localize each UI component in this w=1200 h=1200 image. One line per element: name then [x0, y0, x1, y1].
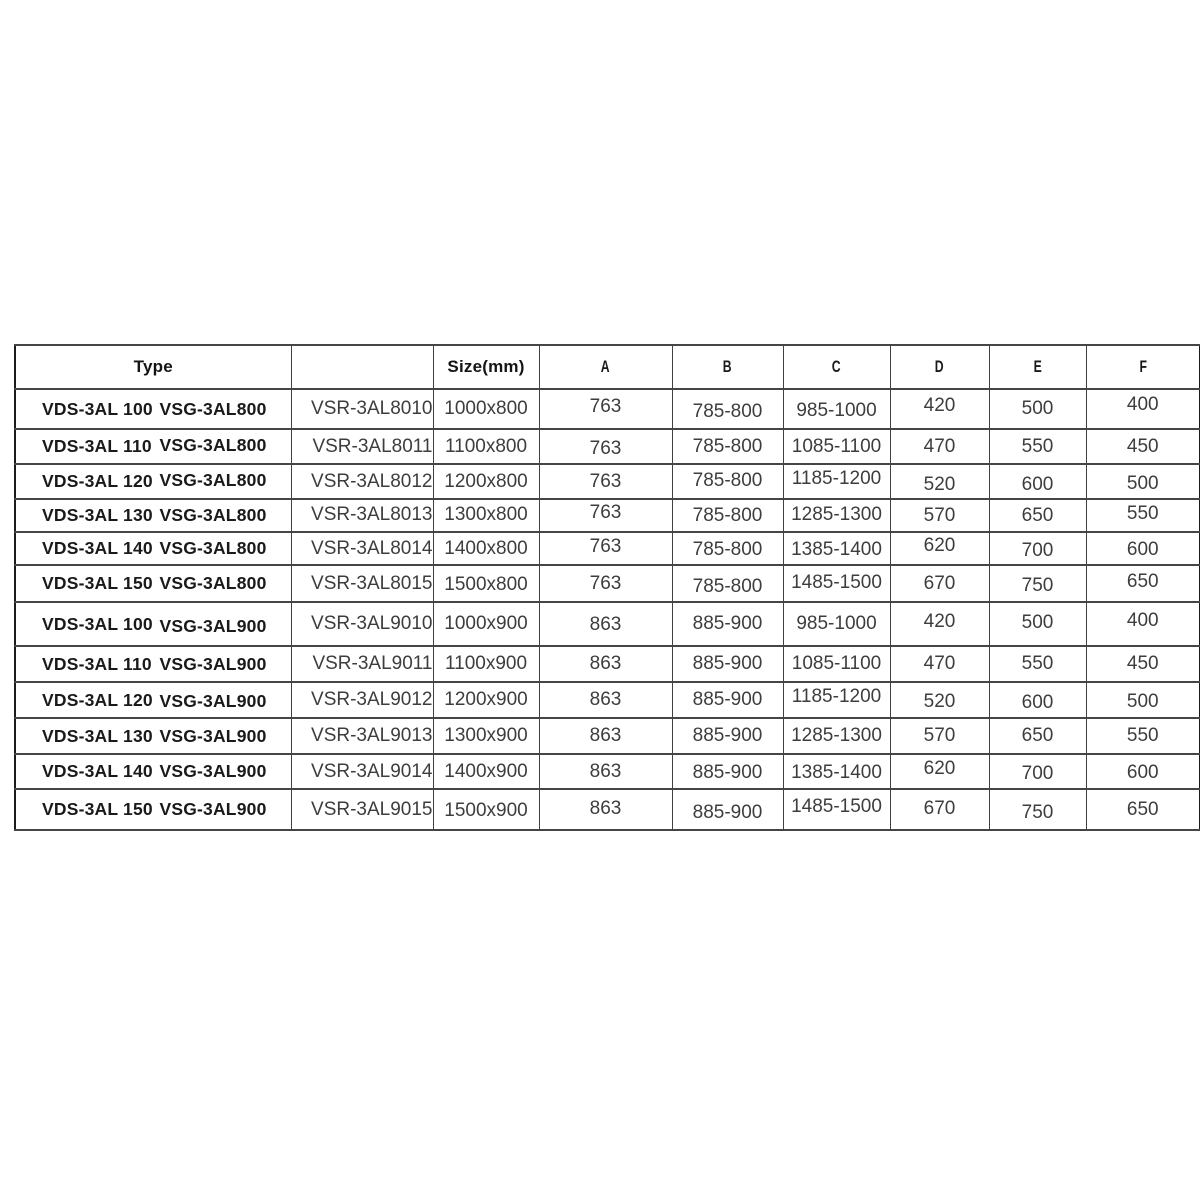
header-f-label: F: [1139, 357, 1147, 376]
header-a: [539, 345, 672, 389]
dim-c-cell: [783, 464, 890, 499]
size-value: 1300x900: [444, 725, 528, 746]
size-cell: [433, 646, 539, 682]
dim-f-value: 650: [1126, 798, 1159, 820]
dim-f-value: 500: [1126, 472, 1159, 494]
spec-table: [14, 344, 1200, 831]
code-cell: [291, 718, 433, 754]
dim-f-value: 450: [1126, 653, 1159, 674]
table-row: [15, 789, 1200, 830]
dim-e-cell: [989, 565, 1086, 602]
table-row: [15, 464, 1200, 499]
type-labels: [16, 690, 291, 711]
dim-c-cell: [783, 565, 890, 602]
dim-a-cell: [539, 429, 672, 464]
dim-f-value: 600: [1126, 538, 1159, 560]
header-size: Size(mm): [433, 345, 539, 389]
table-row: [15, 499, 1200, 532]
dim-e-value: 750: [1021, 801, 1054, 823]
dim-f-value: 650: [1126, 570, 1159, 592]
type-model-vds: VDS-3AL 140: [42, 538, 153, 558]
type-cell: [15, 499, 291, 532]
size-value: 1300x800: [444, 503, 528, 525]
size-cell: [433, 754, 539, 789]
code-value: VSR-3AL9013: [311, 725, 433, 746]
dim-d-value: 570: [923, 725, 956, 746]
dim-d-value: 620: [923, 534, 956, 556]
dim-f-cell: [1086, 532, 1200, 565]
dim-c-cell: [783, 718, 890, 754]
size-value: 1200x900: [444, 689, 528, 710]
type-model-vds: VDS-3AL 120: [42, 471, 153, 491]
code-value: VSR-3AL9011: [312, 653, 433, 674]
size-value: 1400x800: [444, 537, 528, 559]
dim-b-cell: [672, 646, 783, 682]
dim-c-cell: [783, 682, 890, 718]
size-value: 1500x900: [444, 799, 528, 821]
size-cell: [433, 464, 539, 499]
dim-d-value: 420: [923, 395, 956, 416]
code-value: VSR-3AL8014: [311, 537, 433, 559]
dim-f-cell: [1086, 464, 1200, 499]
dim-a-cell: [539, 646, 672, 682]
dim-d-value: 420: [923, 611, 956, 632]
type-cell: [15, 464, 291, 499]
dim-f-value: 550: [1126, 725, 1159, 746]
header-f: [1086, 345, 1200, 389]
dim-c-cell: [783, 646, 890, 682]
type-model-vds: VDS-3AL 150: [42, 799, 153, 819]
dim-a-value: 863: [589, 689, 622, 710]
dim-c-value: 1285-1300: [791, 503, 882, 525]
type-model-vds: VDS-3AL 130: [42, 505, 153, 525]
dim-b-cell: [672, 429, 783, 464]
type-labels: [16, 726, 291, 747]
code-value: VSR-3AL9014: [311, 760, 433, 782]
dim-d-cell: [890, 789, 989, 830]
code-cell: [291, 464, 433, 499]
dim-f-cell: [1086, 754, 1200, 789]
dim-a-cell: [539, 565, 672, 602]
type-labels: [16, 538, 291, 559]
header-d: [890, 345, 989, 389]
code-value: VSR-3AL8010: [311, 398, 433, 419]
size-value: 1100x900: [444, 653, 528, 674]
type-cell: [15, 646, 291, 682]
dim-f-cell: [1086, 789, 1200, 830]
type-labels: [16, 471, 291, 492]
dim-b-value: 885-900: [692, 653, 763, 674]
table-body: [15, 389, 1200, 830]
dim-e-value: 650: [1021, 504, 1054, 526]
type-model-vsg: VSG-3AL900: [159, 725, 267, 746]
type-model-vds: VDS-3AL 110: [42, 653, 152, 674]
dim-b-cell: [672, 754, 783, 789]
type-model-vsg: VSG-3AL900: [159, 615, 267, 636]
code-cell: [291, 602, 433, 646]
size-cell: [433, 682, 539, 718]
dim-b-value: 785-800: [692, 435, 763, 457]
dim-e-cell: [989, 389, 1086, 429]
code-cell: [291, 754, 433, 789]
header-code-empty: [291, 345, 433, 389]
header-row: [15, 345, 1200, 389]
type-model-vds: VDS-3AL 110: [42, 436, 152, 456]
dim-a-cell: [539, 718, 672, 754]
code-cell: [291, 565, 433, 602]
table-row: [15, 646, 1200, 682]
dim-e-cell: [989, 602, 1086, 646]
dim-a-value: 863: [589, 614, 622, 635]
dim-b-value: 785-800: [692, 401, 763, 422]
dim-f-value: 500: [1126, 691, 1159, 712]
dim-e-cell: [989, 464, 1086, 499]
dim-b-cell: [672, 464, 783, 499]
type-labels: [16, 573, 291, 594]
dim-c-cell: [783, 499, 890, 532]
table-row: [15, 389, 1200, 429]
type-model-vsg: VSG-3AL900: [159, 690, 267, 711]
type-model-vsg: VSG-3AL800: [159, 538, 267, 558]
dim-c-value: 1185-1200: [791, 467, 882, 489]
dim-c-value: 1085-1100: [791, 653, 882, 674]
dim-f-cell: [1086, 682, 1200, 718]
dim-e-cell: [989, 754, 1086, 789]
size-cell: [433, 429, 539, 464]
header-c-label: C: [832, 357, 841, 376]
type-labels: [16, 654, 291, 675]
dim-c-cell: [783, 602, 890, 646]
dim-e-cell: [989, 499, 1086, 532]
dim-c-cell: [783, 389, 890, 429]
dim-e-value: 550: [1021, 653, 1054, 674]
dim-e-value: 600: [1021, 692, 1054, 713]
type-model-vsg: VSG-3AL800: [159, 435, 267, 455]
dim-c-value: 1385-1400: [791, 538, 882, 560]
dim-d-cell: [890, 602, 989, 646]
dim-f-value: 550: [1126, 502, 1159, 524]
dim-b-value: 785-800: [692, 469, 763, 491]
type-model-vds: VDS-3AL 130: [42, 725, 153, 746]
dim-e-cell: [989, 682, 1086, 718]
table-row: [15, 429, 1200, 464]
header-c: [783, 345, 890, 389]
dim-e-value: 500: [1021, 398, 1054, 419]
type-labels: [16, 399, 291, 420]
dim-c-value: 1485-1500: [791, 795, 882, 817]
type-labels: [16, 761, 291, 782]
dim-c-cell: [783, 789, 890, 830]
dim-c-value: 1485-1500: [791, 571, 882, 593]
dim-d-value: 520: [923, 473, 956, 495]
dim-f-value: 600: [1126, 761, 1159, 783]
dim-f-cell: [1086, 429, 1200, 464]
dim-a-cell: [539, 789, 672, 830]
dim-f-cell: [1086, 565, 1200, 602]
dim-b-cell: [672, 565, 783, 602]
type-cell: [15, 389, 291, 429]
size-value: 1500x800: [444, 573, 528, 595]
dim-b-value: 885-900: [692, 725, 763, 746]
dim-c-cell: [783, 532, 890, 565]
code-cell: [291, 389, 433, 429]
dim-d-value: 470: [923, 435, 956, 457]
table-row: [15, 602, 1200, 646]
type-labels: [16, 436, 291, 457]
dim-b-value: 785-800: [692, 504, 763, 526]
size-value: 1100x800: [444, 435, 528, 457]
dim-d-cell: [890, 532, 989, 565]
header-d-label: D: [935, 357, 944, 376]
dim-a-value: 863: [589, 760, 622, 782]
type-model-vsg: VSG-3AL900: [159, 653, 267, 674]
dim-c-value: 1285-1300: [791, 725, 882, 746]
dim-e-cell: [989, 789, 1086, 830]
type-model-vsg: VSG-3AL900: [159, 761, 267, 781]
type-model-vsg: VSG-3AL800: [159, 573, 267, 593]
dim-b-cell: [672, 389, 783, 429]
size-cell: [433, 532, 539, 565]
code-cell: [291, 429, 433, 464]
dim-b-cell: [672, 718, 783, 754]
code-value: VSR-3AL9010: [311, 613, 433, 634]
dim-d-cell: [890, 389, 989, 429]
dim-f-cell: [1086, 718, 1200, 754]
dim-c-value: 985-1000: [796, 613, 877, 634]
dim-a-value: 863: [589, 725, 622, 746]
type-cell: [15, 565, 291, 602]
type-model-vds: VDS-3AL 100: [42, 398, 153, 419]
table-row: [15, 718, 1200, 754]
dim-b-value: 785-800: [692, 538, 763, 560]
type-cell: [15, 602, 291, 646]
dim-f-cell: [1086, 499, 1200, 532]
dim-e-value: 550: [1021, 435, 1054, 457]
dim-b-value: 885-900: [692, 801, 763, 823]
size-cell: [433, 789, 539, 830]
code-cell: [291, 682, 433, 718]
dim-e-value: 700: [1021, 539, 1054, 561]
dim-a-value: 863: [589, 797, 622, 819]
size-cell: [433, 389, 539, 429]
dim-a-cell: [539, 464, 672, 499]
dim-f-cell: [1086, 646, 1200, 682]
type-labels: [16, 505, 291, 526]
size-value: 1000x900: [444, 613, 528, 634]
dim-b-value: 885-900: [692, 613, 763, 634]
type-labels: [16, 614, 291, 635]
dim-a-value: 763: [589, 535, 622, 557]
dim-c-cell: [783, 429, 890, 464]
header-a-label: A: [601, 357, 610, 376]
size-value: 1400x900: [444, 760, 528, 782]
dim-a-value: 763: [589, 437, 622, 459]
dim-a-value: 763: [589, 396, 622, 417]
dim-d-cell: [890, 682, 989, 718]
code-value: VSR-3AL9012: [311, 689, 433, 710]
type-model-vsg: VSG-3AL900: [159, 799, 267, 819]
type-model-vsg: VSG-3AL800: [159, 470, 267, 490]
dim-b-value: 885-900: [692, 689, 763, 710]
code-value: VSR-3AL8013: [311, 503, 433, 525]
code-cell: [291, 499, 433, 532]
type-model-vsg: VSG-3AL800: [159, 505, 267, 525]
dim-c-cell: [783, 754, 890, 789]
dim-d-cell: [890, 646, 989, 682]
type-model-vds: VDS-3AL 140: [42, 761, 153, 781]
type-cell: [15, 532, 291, 565]
type-cell: [15, 429, 291, 464]
type-model-vds: VDS-3AL 120: [42, 689, 153, 710]
dim-a-cell: [539, 682, 672, 718]
dim-e-value: 750: [1021, 574, 1054, 596]
dim-b-cell: [672, 682, 783, 718]
code-cell: [291, 789, 433, 830]
table-row: [15, 532, 1200, 565]
dim-c-value: 1085-1100: [791, 435, 882, 457]
dim-c-value: 1185-1200: [791, 686, 882, 707]
dim-a-value: 763: [589, 470, 622, 492]
code-value: VSR-3AL8015: [311, 572, 433, 594]
dim-d-value: 570: [923, 504, 956, 526]
dim-d-cell: [890, 754, 989, 789]
type-model-vds: VDS-3AL 100: [42, 613, 153, 634]
header-type: Type: [15, 345, 291, 389]
dim-d-value: 670: [923, 797, 956, 819]
type-cell: [15, 754, 291, 789]
dim-e-cell: [989, 532, 1086, 565]
size-cell: [433, 602, 539, 646]
dim-e-value: 600: [1021, 473, 1054, 495]
size-cell: [433, 565, 539, 602]
code-cell: [291, 646, 433, 682]
dim-f-value: 400: [1126, 610, 1159, 631]
dim-d-value: 520: [923, 691, 956, 712]
code-cell: [291, 532, 433, 565]
dim-b-cell: [672, 499, 783, 532]
dim-d-cell: [890, 718, 989, 754]
header-b-label: B: [723, 357, 732, 376]
dim-a-cell: [539, 602, 672, 646]
dim-e-cell: [989, 718, 1086, 754]
dim-d-value: 470: [923, 653, 956, 674]
dim-a-cell: [539, 532, 672, 565]
dim-a-cell: [539, 754, 672, 789]
dim-f-value: 450: [1126, 435, 1159, 457]
type-cell: [15, 682, 291, 718]
dim-a-cell: [539, 389, 672, 429]
dim-e-cell: [989, 429, 1086, 464]
spec-sheet: [14, 344, 1199, 831]
type-model-vsg: VSG-3AL800: [159, 398, 267, 419]
dim-e-value: 500: [1021, 612, 1054, 633]
dim-f-cell: [1086, 389, 1200, 429]
dim-a-value: 763: [589, 501, 622, 523]
dim-b-value: 885-900: [692, 761, 763, 783]
dim-c-value: 1385-1400: [791, 761, 882, 783]
dim-f-value: 400: [1126, 394, 1159, 415]
dim-b-value: 785-800: [692, 575, 763, 597]
type-cell: [15, 718, 291, 754]
table-row: [15, 754, 1200, 789]
size-value: 1000x800: [444, 398, 528, 419]
dim-d-value: 620: [923, 757, 956, 779]
dim-b-cell: [672, 532, 783, 565]
size-cell: [433, 499, 539, 532]
dim-e-value: 700: [1021, 762, 1054, 784]
type-model-vds: VDS-3AL 150: [42, 573, 153, 593]
dim-d-cell: [890, 464, 989, 499]
header-b: [672, 345, 783, 389]
dim-a-value: 863: [589, 653, 622, 674]
dim-d-cell: [890, 499, 989, 532]
dim-c-value: 985-1000: [796, 400, 877, 421]
size-value: 1200x800: [444, 470, 528, 492]
size-cell: [433, 718, 539, 754]
dim-d-cell: [890, 565, 989, 602]
code-value: VSR-3AL9015: [311, 798, 433, 820]
header-e-label: E: [1033, 357, 1042, 376]
dim-d-cell: [890, 429, 989, 464]
dim-e-cell: [989, 646, 1086, 682]
code-value: VSR-3AL8012: [311, 470, 433, 492]
dim-b-cell: [672, 789, 783, 830]
dim-e-value: 650: [1021, 725, 1054, 746]
header-e: [989, 345, 1086, 389]
dim-d-value: 670: [923, 572, 956, 594]
type-labels: [16, 799, 291, 820]
type-cell: [15, 789, 291, 830]
code-value: VSR-3AL8011: [312, 435, 433, 457]
dim-b-cell: [672, 602, 783, 646]
dim-a-value: 763: [589, 572, 622, 594]
table-row: [15, 682, 1200, 718]
dim-f-cell: [1086, 602, 1200, 646]
dim-a-cell: [539, 499, 672, 532]
table-row: [15, 565, 1200, 602]
